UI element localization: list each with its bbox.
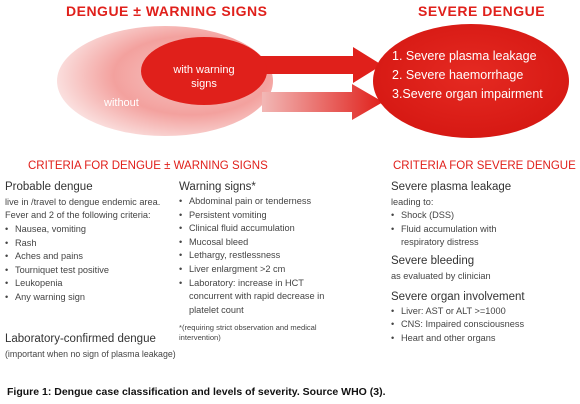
list-item: • Tourniquet test positive [5, 264, 200, 278]
plasma-heading: Severe plasma leakage [391, 181, 512, 193]
list-item: • Heart and other organs [391, 332, 576, 346]
warning-signs-section [179, 181, 351, 343]
warning-footnote: *(requiring strict observation and medical intervention) [179, 323, 317, 343]
lab-confirmed-section [5, 333, 176, 361]
right-header: SEVERE DENGUE [418, 3, 546, 19]
severe-item: 3.Severe organ impairment [392, 87, 543, 101]
organ-heading: Severe organ involvement [391, 290, 525, 303]
probable-dengue-section [5, 181, 200, 305]
probable-intro-1: live in /travel to dengue endemic area. [5, 197, 161, 207]
severe-item: 1. Severe plasma leakage [392, 49, 537, 63]
list-item: • Leukopenia [5, 277, 200, 291]
lab-heading: Laboratory-confirmed dengue [5, 333, 156, 345]
list-item: • CNS: Impaired consciousness [391, 318, 576, 332]
list-item: • Clinical fluid accumulation [179, 222, 351, 236]
severe-list [392, 47, 543, 104]
left-header: DENGUE ± WARNING SIGNS [66, 3, 268, 19]
list-item: • Liver enlargment >2 cm [179, 263, 351, 277]
organ-list [391, 305, 576, 346]
list-item: • Aches and pains [5, 250, 200, 264]
list-item: • Liver: AST or ALT >=1000 [391, 305, 576, 319]
without-label: without [104, 97, 139, 109]
arrow-lower [262, 84, 383, 120]
bleeding-heading: Severe bleeding [391, 254, 475, 267]
warning-heading: Warning signs* [179, 181, 256, 193]
criteria-right-title: CRITERIA FOR SEVERE DENGUE [393, 160, 576, 172]
probable-intro-2: Fever and 2 of the following criteria: [5, 210, 151, 220]
warning-list [179, 195, 351, 317]
severe-criteria-section [391, 181, 576, 346]
figure-caption: Figure 1: Dengue case classification and levels of severity. Source WHO (3). [7, 386, 386, 398]
criteria-left-title: CRITERIA FOR DENGUE ± WARNING SIGNS [28, 160, 268, 172]
with-warning-signs-label: with warning signs [173, 64, 235, 90]
lab-note: (important when no sign of plasma leakage) [5, 349, 176, 359]
list-item: • Nausea, vomiting [5, 223, 200, 237]
list-item: • Shock (DSS) [391, 209, 576, 223]
probable-list [5, 223, 200, 305]
probable-heading: Probable dengue [5, 181, 93, 193]
plasma-list [391, 209, 576, 250]
severe-item: 2. Severe haemorrhage [392, 68, 524, 82]
list-item: • Mucosal bleed [179, 236, 351, 250]
list-item: • Abdominal pain or tenderness [179, 195, 351, 209]
list-item: • Any warning sign [5, 291, 200, 305]
list-item: • Lethargy, restlessness [179, 249, 351, 263]
plasma-intro: leading to: [391, 197, 434, 207]
bleeding-intro: as evaluated by clinician [391, 270, 491, 281]
list-item: • Fluid accumulation with respiratory distress [391, 223, 541, 250]
list-item: • Rash [5, 237, 200, 251]
list-item: • Persistent vomiting [179, 209, 351, 223]
list-item: • Laboratory: increase in HCT concurrent with rapid decrease in platelet count [179, 277, 337, 318]
